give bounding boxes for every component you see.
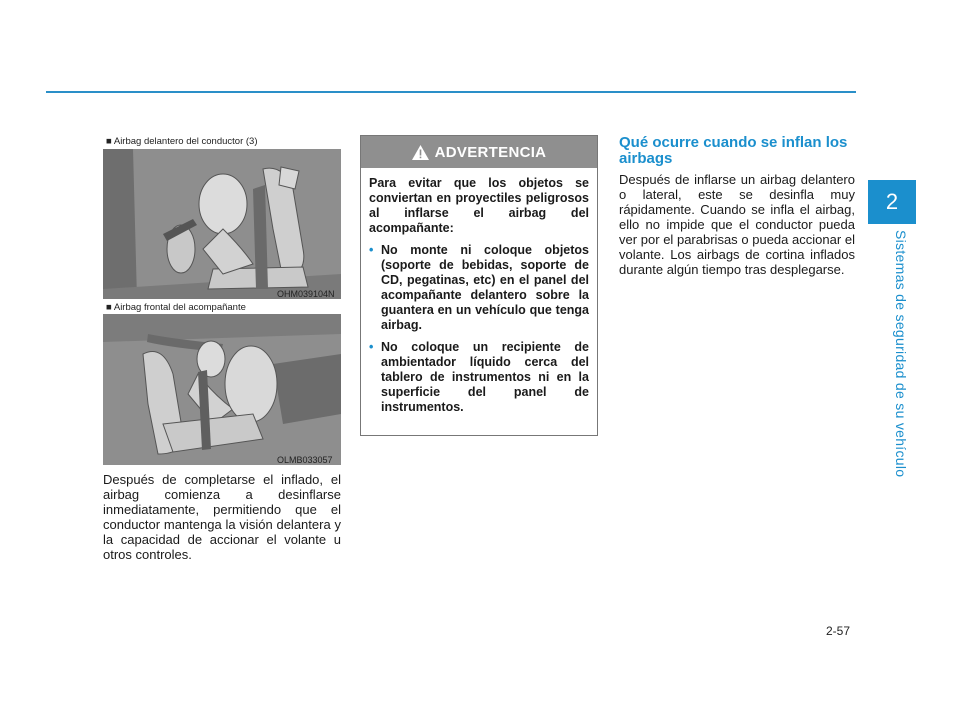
warning-bullet-text: No monte ni coloque objetos (soporte de bebidas, soporte de CD, pegatinas, etc) en el panel del acompañante delantero sobre la guantera en un vehículo que tenga airbag. bbox=[381, 243, 589, 332]
section-paragraph: Después de inflarse un airbag delantero o lateral, este se desinfla muy rápidamente. Cuando se infla el airbag, ello no impide que el conductor pueda ver por el parabrisas o pueda accionar el volante. Los airbags de cortina inflados durante algún tiempo tras desplegarse. bbox=[619, 172, 855, 277]
passenger-airbag-illustration bbox=[103, 314, 341, 465]
figure-code-passenger-airbag: OLMB033057 bbox=[277, 455, 333, 465]
figure-code-driver-airbag: OHM039104N bbox=[277, 289, 335, 299]
chapter-title-vertical bbox=[892, 230, 910, 478]
warning-heading: ADVERTENCIA bbox=[434, 143, 547, 161]
warning-intro: Para evitar que los objetos se conviertan en proyectiles peligrosos al inflarse el airbag del acompañante: bbox=[369, 176, 589, 235]
left-paragraph: Después de completarse el inflado, el airbag comienza a desinflarse inmediatamente, permitiendo que el conductor mantenga la visión delantera y la capacidad de accionar el volante u otros controles. bbox=[103, 472, 341, 562]
warning-list bbox=[369, 243, 589, 415]
figure-caption-passenger-airbag: ■ Airbag frontal del acompañante bbox=[106, 302, 246, 313]
driver-airbag-illustration bbox=[103, 149, 341, 299]
warning-bullet-item: • No coloque un recipiente de ambientador líquido cerca del tablero de instrumentos ni en la superficie del panel de instrumentos. bbox=[369, 340, 589, 414]
section-title: Qué ocurre cuando se inflan los airbags bbox=[619, 134, 848, 167]
header-rule bbox=[46, 91, 856, 93]
page-number: 2-57 bbox=[826, 624, 851, 638]
warning-bullet-item: • No monte ni coloque objetos (soporte de bebidas, soporte de CD, pegatinas, etc) en el panel del acompañante delantero sobre la guantera en un vehículo que tenga airbag. bbox=[369, 243, 589, 332]
chapter-number-tab: 2 bbox=[868, 180, 916, 224]
warning-header bbox=[361, 136, 597, 168]
chapter-title-text: Sistemas de seguridad de su vehículo bbox=[893, 230, 909, 478]
warning-box bbox=[360, 135, 598, 436]
figure-caption-driver-airbag: ■ Airbag delantero del conductor (3) bbox=[106, 136, 258, 147]
warning-bullet-text: No coloque un recipiente de ambientador líquido cerca del tablero de instrumentos ni en la superficie del panel de instrumentos. bbox=[381, 340, 589, 414]
warning-triangle-icon bbox=[412, 145, 429, 160]
